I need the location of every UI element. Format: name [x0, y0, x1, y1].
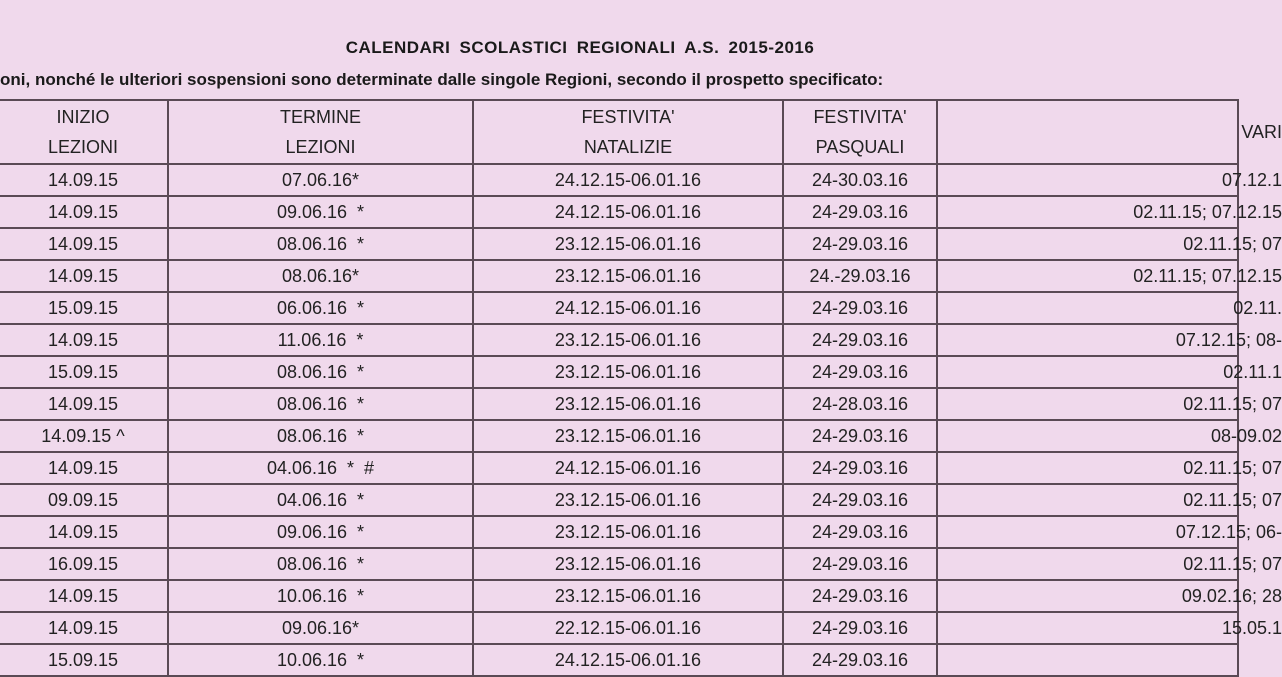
- table-row: [0, 196, 1238, 228]
- table-row: [0, 612, 1238, 644]
- cell-natalizie: 23.12.15-06.01.16: [473, 388, 783, 420]
- cell-varie: 15.05.1: [937, 612, 1238, 644]
- cell-pasquali: 24-29.03.16: [783, 452, 937, 484]
- cell-inizio: 14.09.15: [0, 452, 168, 484]
- table-row: [0, 388, 1238, 420]
- cell-varie: 02.11.15; 07: [937, 452, 1238, 484]
- cell-natalizie: 23.12.15-06.01.16: [473, 420, 783, 452]
- cell-termine: 08.06.16 *: [168, 548, 473, 580]
- cell-termine: 09.06.16*: [168, 612, 473, 644]
- cell-pasquali: 24-30.03.16: [783, 164, 937, 196]
- cell-natalizie: 24.12.15-06.01.16: [473, 644, 783, 676]
- cell-varie: 07.12.1: [937, 164, 1238, 196]
- header-row: [0, 100, 1238, 164]
- cell-varie: 02.11.15; 07: [937, 548, 1238, 580]
- cell-pasquali: 24-29.03.16: [783, 644, 937, 676]
- table-row: [0, 228, 1238, 260]
- cell-pasquali: 24-29.03.16: [783, 324, 937, 356]
- table-row: [0, 420, 1238, 452]
- cell-varie: 07.12.15; 06-: [937, 516, 1238, 548]
- cell-termine: 08.06.16 *: [168, 228, 473, 260]
- cell-varie: 02.11.: [937, 292, 1238, 324]
- table-row: [0, 516, 1238, 548]
- cell-termine: 10.06.16 *: [168, 644, 473, 676]
- cell-pasquali: 24-29.03.16: [783, 196, 937, 228]
- cell-inizio: 09.09.15: [0, 484, 168, 516]
- cell-inizio: 14.09.15: [0, 164, 168, 196]
- header-inizio-lezioni: INIZIO LEZIONI: [0, 100, 168, 164]
- cell-pasquali: 24-29.03.16: [783, 356, 937, 388]
- cell-pasquali: 24-29.03.16: [783, 548, 937, 580]
- table-row: [0, 452, 1238, 484]
- cell-natalizie: 23.12.15-06.01.16: [473, 356, 783, 388]
- cell-termine: 08.06.16 *: [168, 420, 473, 452]
- cell-termine: 11.06.16 *: [168, 324, 473, 356]
- cell-pasquali: 24-29.03.16: [783, 420, 937, 452]
- table-row: [0, 292, 1238, 324]
- cell-varie: 02.11.15; 07.12.15: [937, 260, 1238, 292]
- table-row: [0, 580, 1238, 612]
- cell-varie: 02.11.1: [937, 356, 1238, 388]
- cell-inizio: 14.09.15 ^: [0, 420, 168, 452]
- document-title: CALENDARI SCOLASTICI REGIONALI A.S. 2015-2016: [345, 38, 815, 57]
- cell-inizio: 14.09.15: [0, 196, 168, 228]
- cell-natalizie: 23.12.15-06.01.16: [473, 548, 783, 580]
- table-row: [0, 548, 1238, 580]
- cell-natalizie: 23.12.15-06.01.16: [473, 260, 783, 292]
- cell-varie: 09.02.16; 28: [937, 580, 1238, 612]
- table-row: [0, 356, 1238, 388]
- cell-natalizie: 23.12.15-06.01.16: [473, 228, 783, 260]
- cell-termine: 06.06.16 *: [168, 292, 473, 324]
- cell-termine: 10.06.16 *: [168, 580, 473, 612]
- cell-termine: 07.06.16*: [168, 164, 473, 196]
- cell-natalizie: 22.12.15-06.01.16: [473, 612, 783, 644]
- table-row: [0, 484, 1238, 516]
- cell-varie: [937, 644, 1238, 676]
- header-termine-lezioni: TERMINE LEZIONI: [168, 100, 473, 164]
- calendar-table: [0, 99, 1282, 677]
- cell-natalizie: 23.12.15-06.01.16: [473, 324, 783, 356]
- cell-pasquali: 24-29.03.16: [783, 580, 937, 612]
- cell-termine: 08.06.16*: [168, 260, 473, 292]
- table-row: [0, 260, 1238, 292]
- cell-termine: 04.06.16 * #: [168, 452, 473, 484]
- table-row: [0, 644, 1238, 676]
- cell-natalizie: 24.12.15-06.01.16: [473, 292, 783, 324]
- header-festivita-natalizie: FESTIVITA' NATALIZIE: [473, 100, 783, 164]
- cell-varie: 02.11.15; 07: [937, 388, 1238, 420]
- cell-termine: 08.06.16 *: [168, 388, 473, 420]
- cell-varie: 08-09.02: [937, 420, 1238, 452]
- cell-termine: 08.06.16 *: [168, 356, 473, 388]
- cell-inizio: 15.09.15: [0, 292, 168, 324]
- cell-natalizie: 23.12.15-06.01.16: [473, 580, 783, 612]
- cell-inizio: 15.09.15: [0, 644, 168, 676]
- cell-pasquali: 24-29.03.16: [783, 612, 937, 644]
- cell-inizio: 14.09.15: [0, 516, 168, 548]
- document-subtitle: oni, nonché le ulteriori sospensioni sono determinate dalle singole Regioni, secondo il prospetto specificato:: [0, 70, 884, 89]
- cell-natalizie: 23.12.15-06.01.16: [473, 516, 783, 548]
- cell-varie: 02.11.15; 07: [937, 484, 1238, 516]
- cell-inizio: 14.09.15: [0, 580, 168, 612]
- cell-inizio: 14.09.15: [0, 228, 168, 260]
- cell-pasquali: 24-29.03.16: [783, 516, 937, 548]
- cell-natalizie: 24.12.15-06.01.16: [473, 196, 783, 228]
- cell-varie: 02.11.15; 07.12.15: [937, 196, 1238, 228]
- cell-termine: 04.06.16 *: [168, 484, 473, 516]
- cell-inizio: 14.09.15: [0, 388, 168, 420]
- cell-inizio: 14.09.15: [0, 260, 168, 292]
- header-varie: VARI: [937, 100, 1238, 164]
- cell-inizio: 15.09.15: [0, 356, 168, 388]
- cell-termine: 09.06.16 *: [168, 516, 473, 548]
- table-row: [0, 164, 1238, 196]
- cell-pasquali: 24-29.03.16: [783, 484, 937, 516]
- cell-varie: 02.11.15; 07: [937, 228, 1238, 260]
- cell-natalizie: 24.12.15-06.01.16: [473, 452, 783, 484]
- table-row: [0, 324, 1238, 356]
- cell-pasquali: 24-29.03.16: [783, 228, 937, 260]
- cell-varie: 07.12.15; 08-: [937, 324, 1238, 356]
- cell-inizio: 16.09.15: [0, 548, 168, 580]
- cell-natalizie: 24.12.15-06.01.16: [473, 164, 783, 196]
- cell-pasquali: 24-29.03.16: [783, 292, 937, 324]
- cell-pasquali: 24-28.03.16: [783, 388, 937, 420]
- header-festivita-pasquali: FESTIVITA' PASQUALI: [783, 100, 937, 164]
- cell-natalizie: 23.12.15-06.01.16: [473, 484, 783, 516]
- cell-inizio: 14.09.15: [0, 612, 168, 644]
- cell-termine: 09.06.16 *: [168, 196, 473, 228]
- cell-pasquali: 24.-29.03.16: [783, 260, 937, 292]
- cell-inizio: 14.09.15: [0, 324, 168, 356]
